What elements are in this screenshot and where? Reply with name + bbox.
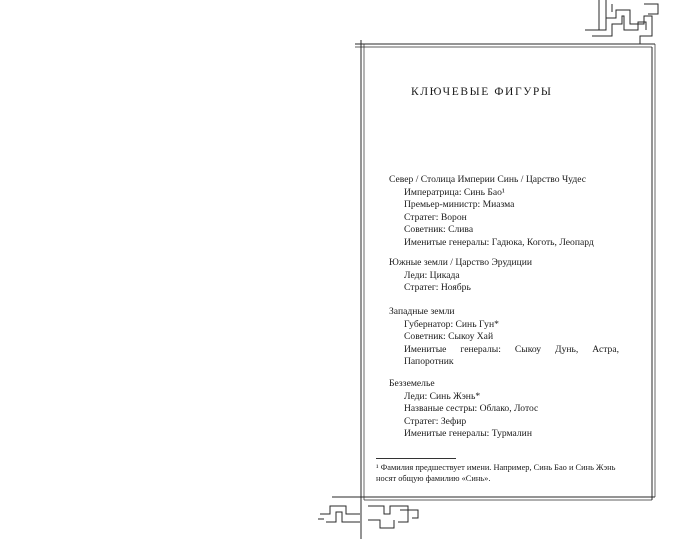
list-item: Премьер-министр: Миазма [404, 199, 515, 211]
list-item: Леди: Синь Жэнь* [404, 390, 481, 402]
section-south [389, 257, 619, 295]
list-item: Леди: Цикада [404, 269, 460, 281]
list-item: Именитые генералы: Гадюка, Коготь, Леопард [404, 236, 594, 248]
list-item: Советник: Слива [404, 224, 474, 236]
footnote-divider [376, 458, 456, 459]
section-north [389, 174, 619, 250]
section-landless [389, 378, 619, 441]
list-item: Именитые генералы: Турмалин [404, 428, 532, 440]
list-item: Императрица: Синь Бао¹ [404, 186, 505, 198]
list-item: Стратег: Ворон [404, 211, 467, 223]
section-heading: Западные земли [389, 306, 455, 317]
list-item: Названые сестры: Облако, Лотос [404, 403, 539, 415]
list-item: Советник: Сыкоу Хай [404, 331, 494, 343]
footnote: ¹ Фамилия предшествует имени. Например, Синь Бао и Синь Жэнь носят общую фамилию «Синь». [376, 463, 616, 483]
section-heading: Безземелье [389, 378, 435, 389]
list-item: Губернатор: Синь Гун* [404, 318, 499, 330]
list-item: Стратег: Зефир [404, 415, 467, 427]
page-title: КЛЮЧЕВЫЕ ФИГУРЫ [411, 86, 553, 98]
list-item: Стратег: Ноябрь [404, 282, 471, 294]
section-heading: Южные земли / Царство Эрудиции [389, 257, 533, 268]
list-item: Именитые генералы: Сыкоу Дунь, Астра, Папоротник [404, 343, 619, 368]
section-heading: Север / Столица Империи Синь / Царство Чудес [389, 174, 587, 185]
section-west [389, 306, 619, 369]
